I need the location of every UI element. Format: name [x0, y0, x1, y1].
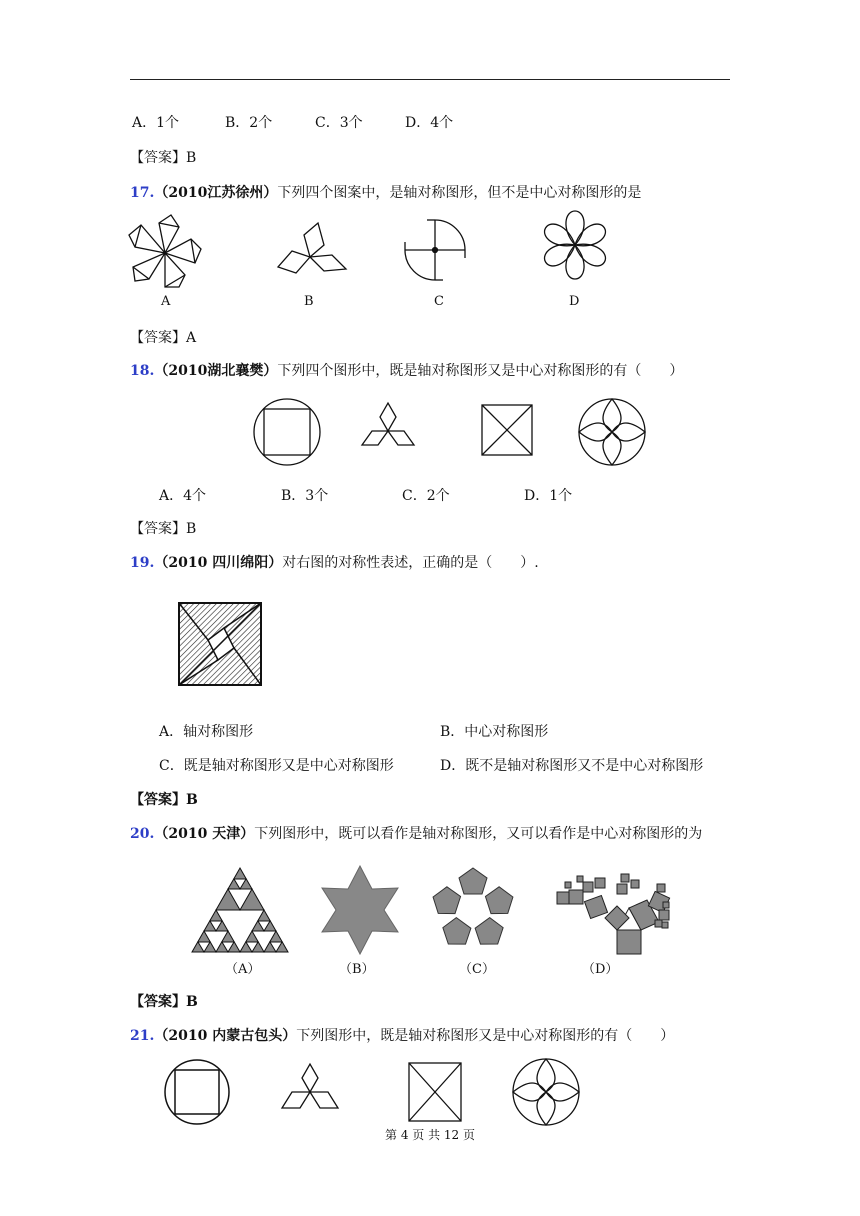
q21-figures — [160, 1055, 600, 1127]
q20-source: （2010 天津） — [154, 826, 255, 842]
q17-label-a: A — [161, 294, 171, 309]
q19-stem — [130, 552, 539, 572]
q19-number: 19. — [130, 555, 155, 571]
q21-source: （2010 内蒙古包头） — [154, 1028, 297, 1044]
q20-label-d: （D） — [582, 962, 619, 977]
q20-stem — [130, 823, 702, 843]
q17-text: 下列四个图案中，是轴对称图形，但不是中心对称图形的是 — [277, 185, 642, 201]
q17-label-d: D — [569, 294, 580, 309]
q18-figure-1 — [254, 399, 320, 465]
q21-figure-4 — [513, 1059, 579, 1125]
q20-figure-a — [192, 868, 288, 952]
q19-option-b: B．中心对称图形 — [440, 724, 549, 740]
q17-figures — [120, 205, 640, 315]
q17-answer: 【答案】A — [130, 330, 197, 346]
q17-stem — [130, 182, 641, 202]
q18-stem — [130, 360, 683, 380]
q21-figure-1 — [165, 1060, 229, 1124]
q19-option-d: D．既不是轴对称图形又不是中心对称图形 — [440, 758, 704, 774]
q18-option-b: B．3个 — [281, 488, 329, 504]
q17-figure-d — [541, 211, 609, 279]
q19-option-a: A．轴对称图形 — [159, 724, 254, 740]
page-footer: 第 4 页 共 12 页 — [385, 1128, 475, 1142]
q19-figure — [178, 602, 264, 688]
q17-source: （2010江苏徐州） — [154, 185, 278, 201]
q17-figure-a — [129, 215, 201, 287]
q18-option-a: A．4个 — [159, 488, 207, 504]
q19-answer: 【答案】B — [130, 792, 198, 808]
q18-option-d: D．1个 — [524, 488, 573, 504]
q18-figure-2 — [362, 403, 414, 445]
q17-label-c: C — [434, 294, 444, 309]
q20-label-c: （C） — [459, 962, 495, 977]
q20-label-b: （B） — [339, 962, 375, 977]
q20-figures — [185, 860, 675, 960]
q20-text: 下列图形中，既可以看作是轴对称图形，又可以看作是中心对称图形的为 — [254, 826, 703, 842]
q18-number: 18. — [130, 363, 155, 379]
q19-source: （2010 四川绵阳） — [154, 555, 283, 571]
header-rule — [130, 79, 730, 80]
q17-figure-b — [278, 223, 346, 273]
q20-number: 20. — [130, 826, 155, 842]
q20-figure-b — [322, 866, 398, 954]
q18-answer: 【答案】B — [130, 521, 197, 537]
q20-figure-d — [557, 874, 670, 954]
q21-stem — [130, 1025, 674, 1045]
q16-option-d: D．4个 — [405, 115, 454, 131]
q20-label-a: （A） — [225, 962, 261, 977]
q19-option-c: C．既是轴对称图形又是中心对称图形 — [159, 758, 394, 774]
q20-figure-c — [429, 868, 518, 952]
q16-option-a: A．1个 — [132, 115, 180, 131]
q16-answer: 【答案】B — [130, 150, 197, 166]
q21-text: 下列图形中，既是轴对称图形又是中心对称图形的有（ ） — [296, 1028, 675, 1044]
q21-number: 21. — [130, 1028, 155, 1044]
q17-figure-c — [405, 220, 465, 280]
q21-figure-2 — [282, 1064, 338, 1108]
q18-figure-3 — [482, 405, 532, 455]
q17-number: 17. — [130, 185, 155, 201]
q18-figures — [240, 395, 660, 475]
q18-option-c: C．2个 — [402, 488, 450, 504]
q18-figure-4 — [579, 399, 645, 465]
q17-label-b: B — [304, 294, 314, 309]
q18-source: （2010湖北襄樊） — [154, 363, 278, 379]
q16-option-b: B．2个 — [225, 115, 273, 131]
q19-text: 对右图的对称性表述，正确的是（ ）. — [282, 555, 539, 571]
q18-text: 下列四个图形中，既是轴对称图形又是中心对称图形的有（ ） — [277, 363, 684, 379]
q21-figure-3 — [409, 1063, 461, 1121]
q20-answer: 【答案】B — [130, 994, 198, 1010]
q16-option-c: C．3个 — [315, 115, 363, 131]
